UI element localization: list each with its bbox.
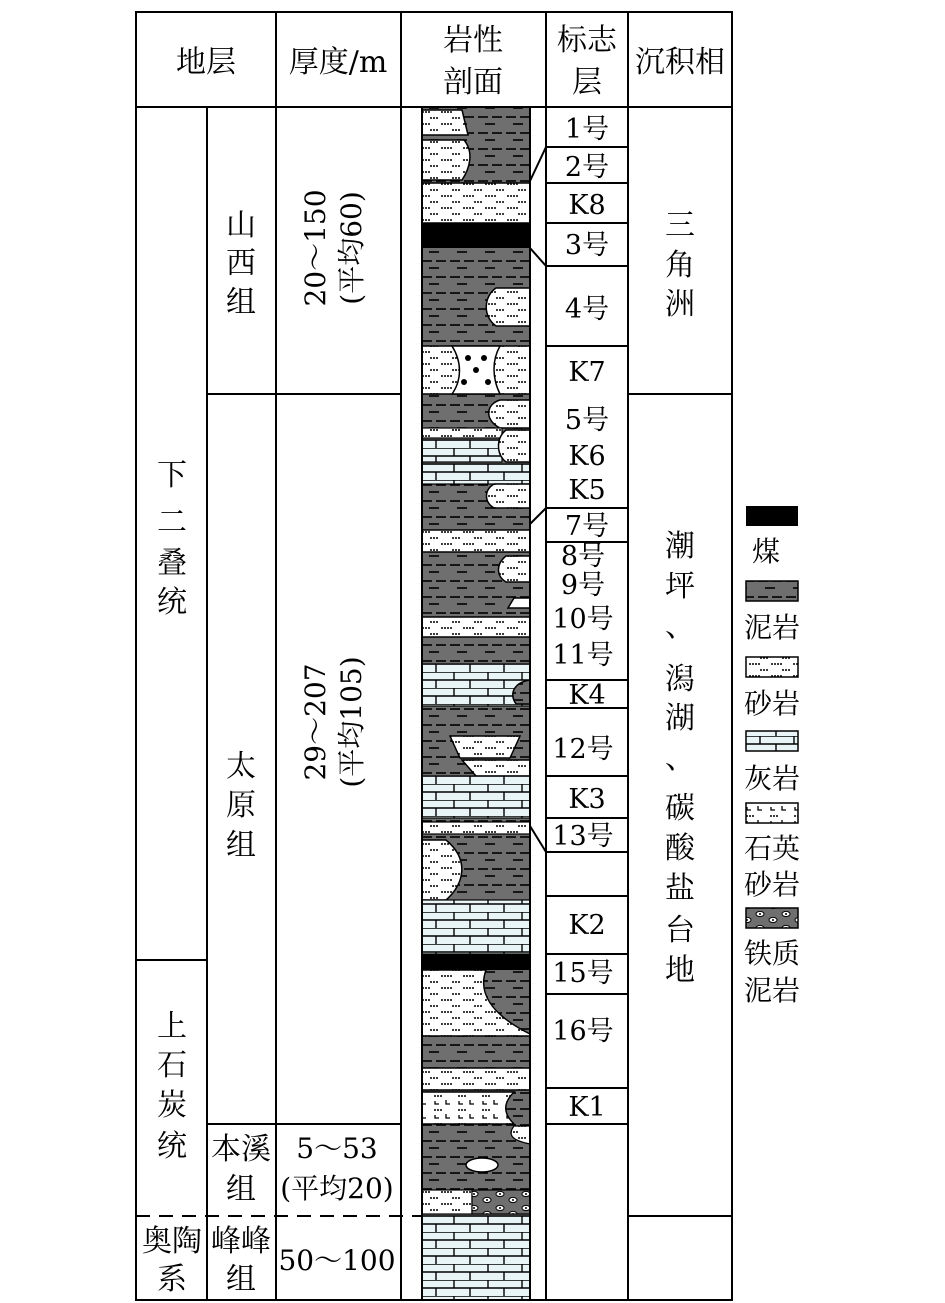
coal-seam-15 [422,954,530,970]
lithology-column [422,107,530,1300]
legend-swatch-ferruginous-mudstone [746,908,798,928]
series-lower-permian-char: 二 [157,505,187,540]
marker-label: K8 [568,190,606,221]
formation-column [211,208,271,1297]
series-lower-permian-char: 叠 [157,546,187,581]
facies-delta-char: 角 [665,248,695,283]
header-stratum: 地层 [176,45,236,80]
facies-delta-char: 三 [665,208,695,243]
marker-label: K3 [568,784,606,815]
formation-benxi-line1: 本溪 [211,1132,271,1167]
thickness-column [278,189,395,1277]
series-upper-carboniferous-char: 上 [157,1009,187,1044]
facies-column [665,208,696,988]
thickness-fengfeng: 50～100 [278,1244,396,1277]
facies-tidal-char: 、 [665,741,695,776]
legend-label-coal: 煤 [752,535,781,568]
header-thickness: 厚度/m [288,45,388,80]
facies-tidal-char: 盐 [665,871,695,906]
facies-tidal-char: 台 [665,913,695,948]
marker-label: 8号 [560,541,606,572]
marker-label: K2 [568,910,606,941]
facies-tidal-char: 坪 [665,569,695,604]
header-lithology-line2: 剖面 [443,65,503,100]
formation-shanxi-char: 西 [226,246,256,281]
header-marker-line2: 层 [572,65,602,100]
legend-swatch-sandstone [746,657,798,677]
series-upper-carboniferous-char: 统 [157,1129,187,1164]
marker-label: 1号 [564,114,610,145]
header-row [176,23,725,100]
marker-label: 10号 [552,604,614,635]
legend-label-sandstone: 砂岩 [744,687,801,720]
legend-label-ferruginous-mudstone: 铁质 [744,937,801,970]
legend [744,506,800,1007]
marker-label: 16号 [552,1016,614,1047]
header-facies: 沉积相 [635,45,725,80]
marker-label: 12号 [552,734,614,765]
formation-shanxi-char: 山 [226,208,256,243]
legend-label-quartz-sandstone: 石英 [744,832,801,865]
marker-label: 5号 [564,405,610,436]
formation-fengfeng-line2: 组 [226,1262,256,1297]
series-lower-permian-char: 统 [157,585,187,620]
facies-tidal-char: 潮 [665,529,695,564]
thickness-shanxi-avg: (平均60) [335,191,368,305]
legend-label-quartz-sandstone: 砂岩 [744,868,801,901]
header-marker-line1: 标志 [557,23,617,58]
series-lower-permian-char: 下 [157,458,187,493]
legend-swatch-mudstone [746,581,798,601]
legend-swatch-coal [746,506,798,526]
marker-label: 3号 [564,230,610,261]
facies-tidal-char: 地 [665,953,695,988]
thickness-benxi-avg: (平均20) [280,1172,394,1205]
marker-label: K1 [568,1092,606,1123]
marker-label: 7号 [564,511,610,542]
thickness-taiyuan-avg: (平均105) [335,656,368,788]
facies-tidal-char: 碳 [665,791,695,826]
marker-label: K6 [568,441,606,472]
thickness-benxi-range: 5～53 [296,1132,378,1165]
facies-tidal-char: 潟 [665,662,695,697]
series-upper-carboniferous-char: 石 [157,1048,187,1083]
series-ordovician-line2: 系 [157,1262,187,1297]
facies-tidal-char: 酸 [665,831,695,866]
marker-label: 9号 [560,570,606,601]
legend-label-ferruginous-mudstone: 泥岩 [744,974,801,1007]
formation-shanxi-char: 组 [226,285,256,320]
marker-label: K7 [568,357,606,388]
formation-taiyuan-char: 太 [226,749,256,784]
marker-label: 4号 [564,294,610,325]
formation-taiyuan-char: 原 [226,788,256,823]
legend-swatch-quartz-sandstone [746,803,798,823]
thickness-shanxi-range: 20～150 [299,189,332,307]
formation-fengfeng-line1: 峰峰 [211,1224,271,1259]
formation-taiyuan-char: 组 [226,828,256,863]
legend-swatch-limestone [746,731,798,751]
marker-label: K5 [568,475,606,506]
legend-label-mudstone: 泥岩 [744,611,801,644]
series-upper-carboniferous-char: 炭 [157,1088,187,1123]
facies-tidal-char: 湖 [665,701,695,736]
series-column [142,458,202,1297]
facies-tidal-char: 、 [665,609,695,644]
coal-seam-3 [422,223,530,248]
formation-benxi-line2: 组 [226,1172,256,1207]
marker-label: K4 [568,680,606,711]
thickness-taiyuan-range: 29～207 [299,663,332,781]
facies-delta-char: 洲 [665,287,695,322]
marker-label: 13号 [552,821,614,852]
header-lithology-line1: 岩性 [443,23,503,58]
legend-label-limestone: 灰岩 [744,762,801,795]
series-ordovician-line1: 奥陶 [142,1224,202,1259]
marker-label: 11号 [552,640,614,671]
marker-label: 15号 [552,958,614,989]
marker-label: 2号 [564,152,610,183]
